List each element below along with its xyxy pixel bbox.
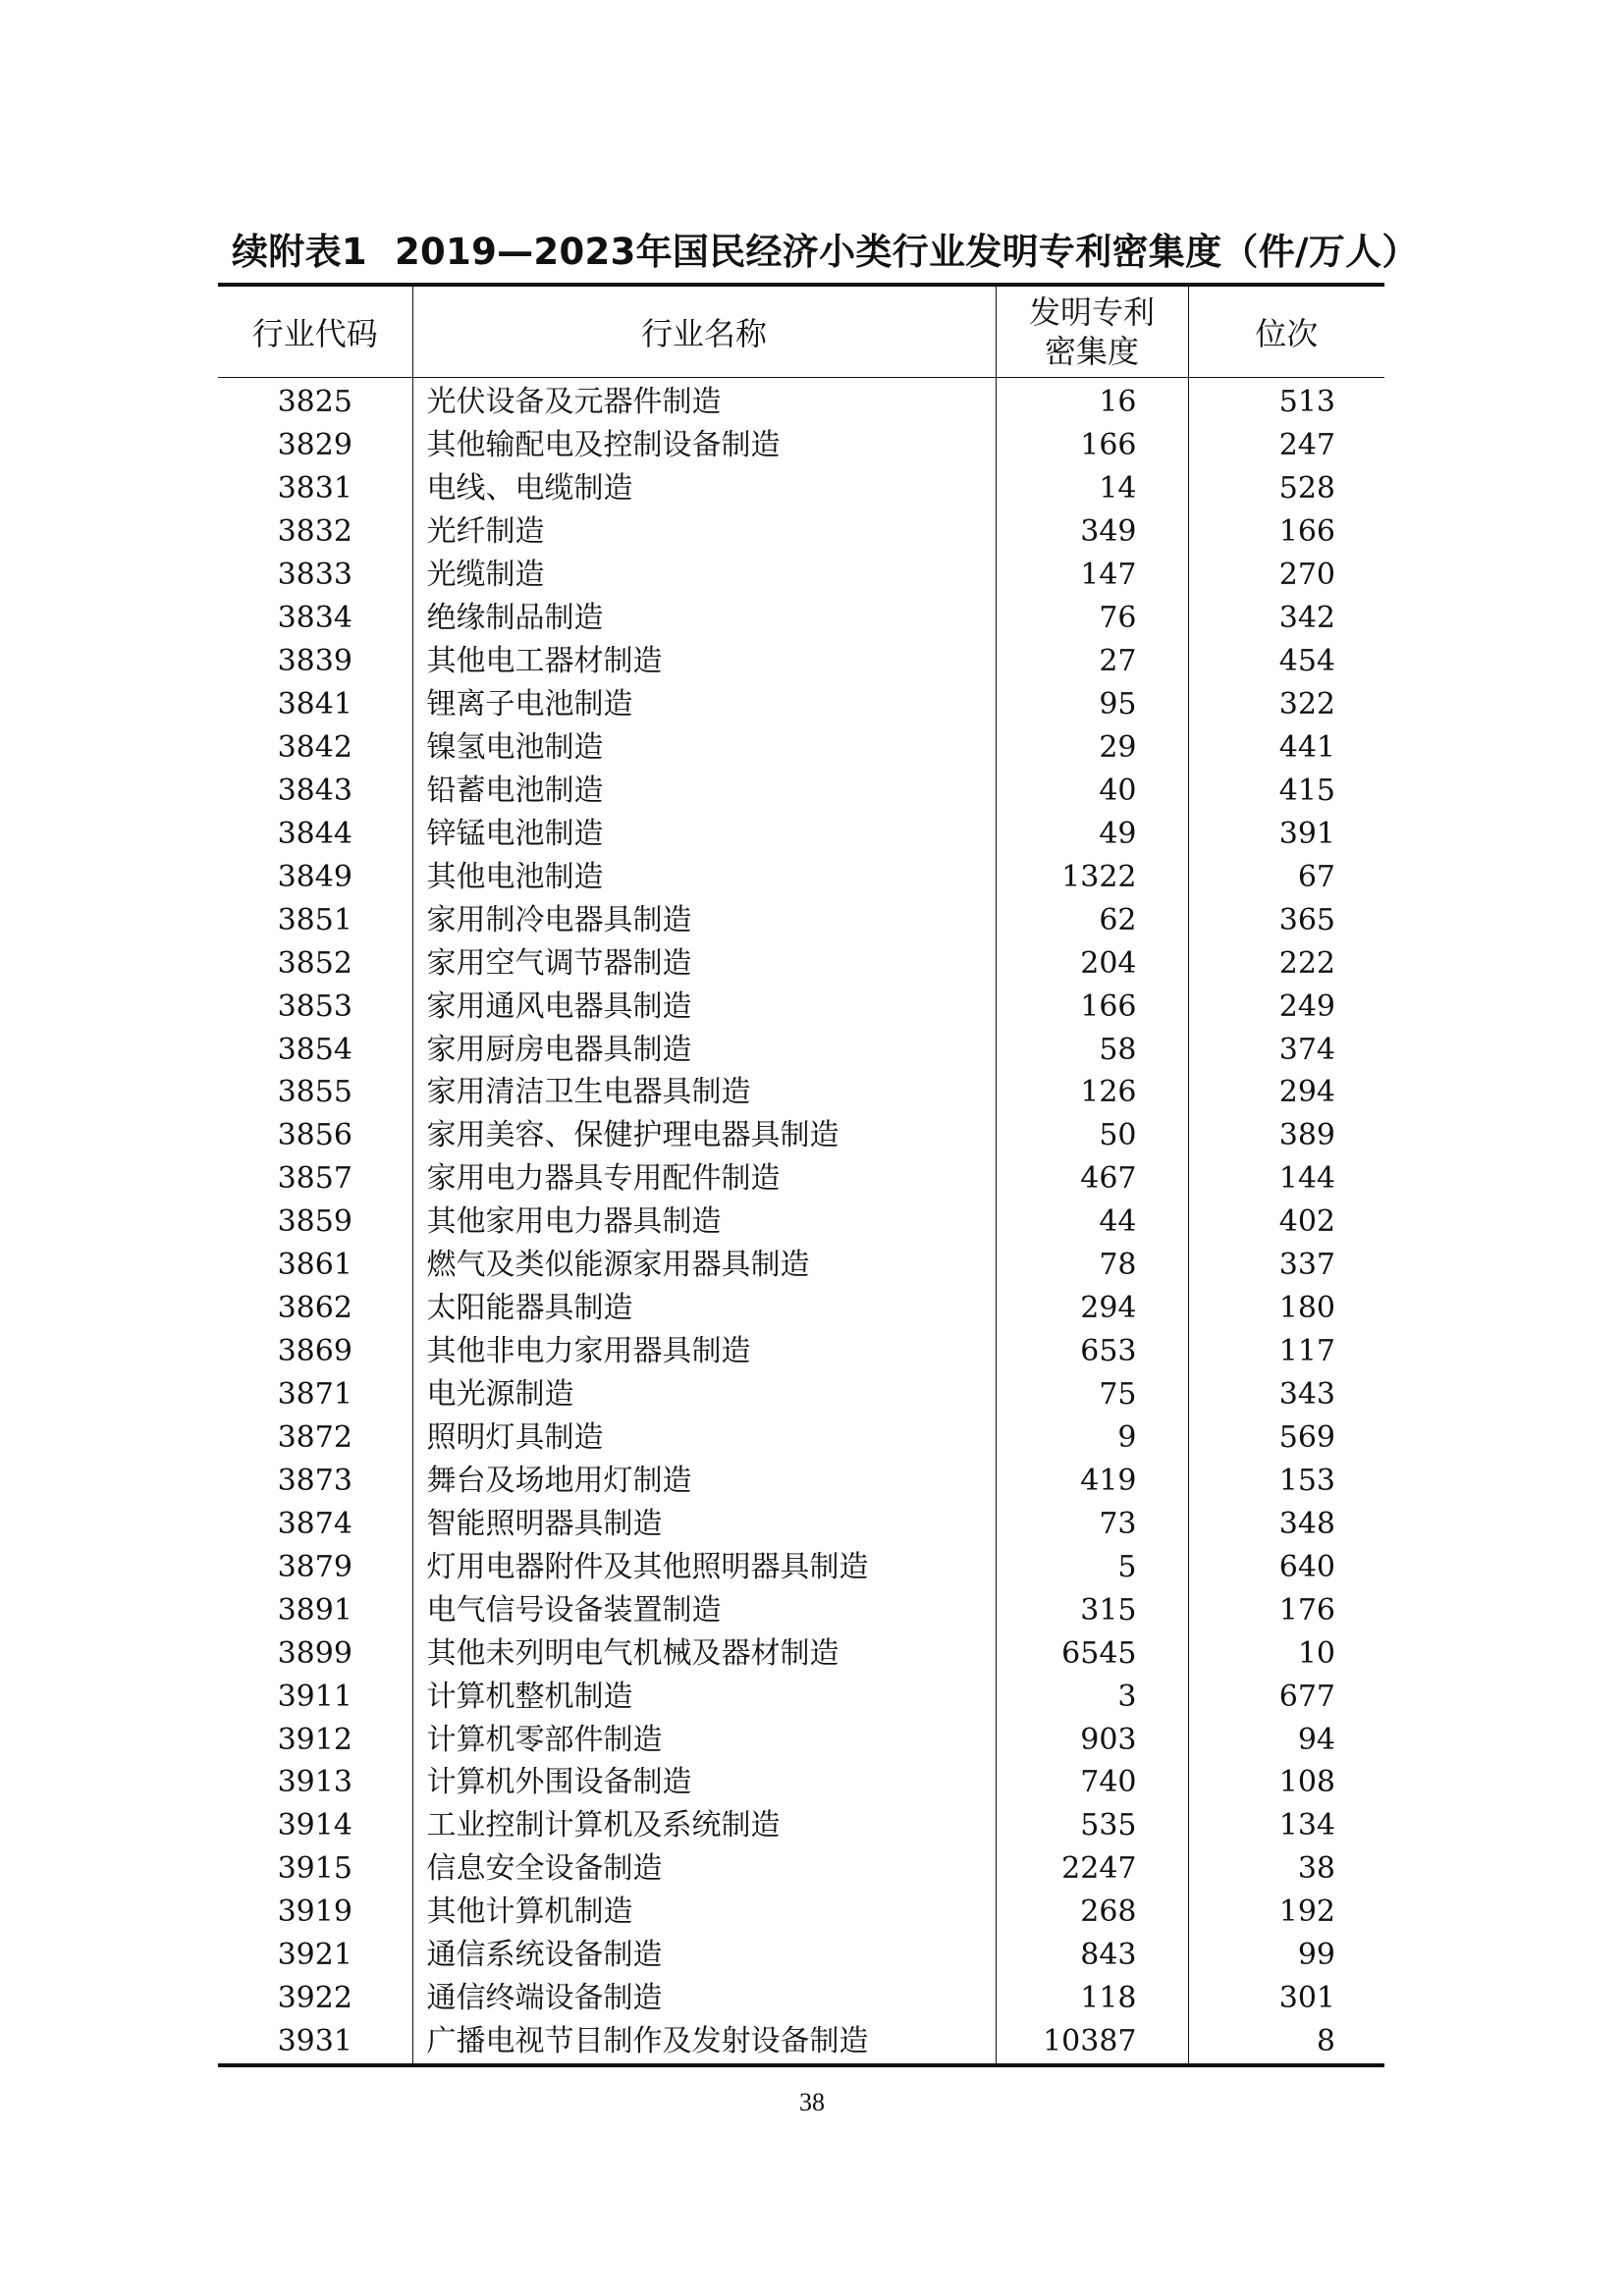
table-row (218, 1373, 1384, 1416)
rank-cell: 441 (1188, 726, 1384, 770)
industry-code-cell: 3871 (277, 1377, 352, 1413)
industry-name-cell: 计算机整机制造 (412, 1675, 996, 1718)
rank-cell: 108 (1188, 1761, 1384, 1804)
patent-density-cell: 9 (996, 1416, 1188, 1460)
rank-cell: 270 (1188, 554, 1384, 597)
table-row (218, 424, 1384, 467)
header-industry-name: 行业名称 (412, 285, 996, 378)
patent-density-cell: 294 (996, 1287, 1188, 1330)
industry-name-cell: 光缆制造 (412, 554, 996, 597)
industry-name-cell: 灯用电器附件及其他照明器具制造 (412, 1545, 996, 1588)
industry-name-cell: 家用通风电器具制造 (412, 985, 996, 1028)
rank-cell: 180 (1188, 1287, 1384, 1330)
industry-name-cell: 家用电力器具专用配件制造 (412, 1157, 996, 1201)
industry-code-cell: 3911 (277, 1679, 352, 1714)
patent-density-cell: 1322 (996, 855, 1188, 898)
table-row (218, 1631, 1384, 1675)
patent-density-cell: 419 (996, 1459, 1188, 1502)
table-title-text: 2019—2023年国民经济小类行业发明专利密集度（件/万人） (394, 231, 1419, 273)
rank-cell: 144 (1188, 1157, 1384, 1201)
rank-cell: 528 (1188, 467, 1384, 510)
rank-cell: 10 (1188, 1631, 1384, 1675)
industry-name-cell: 计算机外围设备制造 (412, 1761, 996, 1804)
industry-code-cell: 3912 (277, 1722, 352, 1757)
table-title-label: 续附表1 (232, 231, 367, 273)
patent-density-cell: 843 (996, 1934, 1188, 1977)
patent-density-cell: 204 (996, 941, 1188, 985)
rank-cell: 677 (1188, 1675, 1384, 1718)
industry-code-cell: 3891 (277, 1592, 352, 1628)
patent-density-cell: 40 (996, 769, 1188, 812)
industry-name-cell: 信息安全设备制造 (412, 1847, 996, 1891)
rank-cell: 569 (1188, 1416, 1384, 1460)
table-row (218, 1157, 1384, 1201)
rank-cell: 294 (1188, 1071, 1384, 1114)
table-row (218, 1675, 1384, 1718)
page-number: 38 (799, 2088, 825, 2116)
table-row (218, 1934, 1384, 1977)
industry-code-cell: 3834 (277, 601, 352, 636)
patent-density-cell: 6545 (996, 1631, 1188, 1675)
rank-cell: 342 (1188, 597, 1384, 640)
table-row (218, 726, 1384, 770)
table-row (218, 1459, 1384, 1502)
industry-code-cell: 3854 (277, 1032, 352, 1067)
industry-code-cell: 3825 (277, 385, 352, 420)
industry-code-cell: 3872 (277, 1419, 352, 1455)
patent-density-cell: 349 (996, 510, 1188, 554)
table-row (218, 1804, 1384, 1847)
table-row (218, 510, 1384, 554)
patent-density-cell: 467 (996, 1157, 1188, 1201)
industry-code-cell: 3849 (277, 859, 352, 894)
table-row (218, 1718, 1384, 1761)
patent-density-table-container (218, 283, 1384, 2067)
industry-name-cell: 家用制冷电器具制造 (412, 898, 996, 941)
rank-cell: 192 (1188, 1891, 1384, 1934)
patent-density-cell: 740 (996, 1761, 1188, 1804)
industry-code-cell: 3831 (277, 471, 352, 507)
industry-code-cell: 3842 (277, 729, 352, 765)
industry-code-cell: 3833 (277, 558, 352, 593)
table-row (218, 1891, 1384, 1934)
industry-name-cell: 太阳能器具制造 (412, 1287, 996, 1330)
patent-density-cell: 315 (996, 1588, 1188, 1631)
table-row (218, 1545, 1384, 1588)
rank-cell: 176 (1188, 1588, 1384, 1631)
rank-cell: 454 (1188, 640, 1384, 683)
table-title (232, 228, 1419, 277)
rank-cell: 249 (1188, 985, 1384, 1028)
patent-density-cell: 268 (996, 1891, 1188, 1934)
table-row (218, 1201, 1384, 1244)
industry-code-cell: 3921 (277, 1938, 352, 1973)
industry-code-cell: 3913 (277, 1765, 352, 1800)
industry-code-cell: 3922 (277, 1981, 352, 2016)
industry-name-cell: 绝缘制品制造 (412, 597, 996, 640)
table-row (218, 1330, 1384, 1373)
patent-density-cell: 147 (996, 554, 1188, 597)
table-header (218, 285, 1384, 378)
industry-code-cell: 3844 (277, 816, 352, 851)
patent-density-cell: 27 (996, 640, 1188, 683)
industry-name-cell: 电光源制造 (412, 1373, 996, 1416)
rank-cell: 391 (1188, 812, 1384, 855)
table-row (218, 1588, 1384, 1631)
rank-cell: 8 (1188, 2020, 1384, 2065)
industry-name-cell: 镍氢电池制造 (412, 726, 996, 770)
industry-name-cell: 其他家用电力器具制造 (412, 1201, 996, 1244)
industry-code-cell: 3839 (277, 644, 352, 679)
table-row (218, 1416, 1384, 1460)
industry-name-cell: 家用空气调节器制造 (412, 941, 996, 985)
industry-name-cell: 智能照明器具制造 (412, 1502, 996, 1545)
rank-cell: 389 (1188, 1114, 1384, 1157)
industry-code-cell: 3859 (277, 1204, 352, 1240)
rank-cell: 322 (1188, 683, 1384, 726)
industry-code-cell: 3841 (277, 687, 352, 722)
industry-name-cell: 锌锰电池制造 (412, 812, 996, 855)
industry-name-cell: 舞台及场地用灯制造 (412, 1459, 996, 1502)
industry-name-cell: 家用厨房电器具制造 (412, 1028, 996, 1071)
header-row (218, 285, 1384, 378)
patent-density-cell: 76 (996, 597, 1188, 640)
rank-cell: 94 (1188, 1718, 1384, 1761)
table-row (218, 467, 1384, 510)
rank-cell: 348 (1188, 1502, 1384, 1545)
table-row (218, 1114, 1384, 1157)
rank-cell: 343 (1188, 1373, 1384, 1416)
industry-name-cell: 通信终端设备制造 (412, 1977, 996, 2020)
industry-name-cell: 电线、电缆制造 (412, 467, 996, 510)
patent-density-cell: 166 (996, 985, 1188, 1028)
table-row (218, 1847, 1384, 1891)
industry-name-cell: 工业控制计算机及系统制造 (412, 1804, 996, 1847)
rank-cell: 337 (1188, 1244, 1384, 1287)
table-row (218, 378, 1384, 424)
header-industry-code: 行业代码 (218, 285, 412, 378)
patent-density-table (218, 283, 1384, 2067)
rank-cell: 222 (1188, 941, 1384, 985)
industry-name-cell: 光纤制造 (412, 510, 996, 554)
industry-name-cell: 其他电工器材制造 (412, 640, 996, 683)
industry-name-cell: 其他非电力家用器具制造 (412, 1330, 996, 1373)
rank-cell: 166 (1188, 510, 1384, 554)
industry-name-cell: 燃气及类似能源家用器具制造 (412, 1244, 996, 1287)
industry-code-cell: 3914 (277, 1808, 352, 1843)
industry-name-cell: 家用清洁卫生电器具制造 (412, 1071, 996, 1114)
rank-cell: 117 (1188, 1330, 1384, 1373)
rank-cell: 153 (1188, 1459, 1384, 1502)
patent-density-cell: 5 (996, 1545, 1188, 1588)
table-row (218, 683, 1384, 726)
industry-name-cell: 照明灯具制造 (412, 1416, 996, 1460)
patent-density-cell: 535 (996, 1804, 1188, 1847)
industry-code-cell: 3855 (277, 1075, 352, 1110)
rank-cell: 513 (1188, 378, 1384, 424)
table-row (218, 812, 1384, 855)
table-row (218, 1071, 1384, 1114)
industry-code-cell: 3915 (277, 1851, 352, 1887)
industry-code-cell: 3931 (277, 2024, 352, 2059)
industry-code-cell: 3861 (277, 1248, 352, 1283)
patent-density-cell: 16 (996, 378, 1188, 424)
patent-density-cell: 73 (996, 1502, 1188, 1545)
industry-code-cell: 3851 (277, 902, 352, 937)
industry-code-cell: 3874 (277, 1506, 352, 1541)
patent-density-cell: 2247 (996, 1847, 1188, 1891)
rank-cell: 134 (1188, 1804, 1384, 1847)
industry-code-cell: 3862 (277, 1291, 352, 1326)
industry-code-cell: 3853 (277, 988, 352, 1024)
industry-name-cell: 广播电视节目制作及发射设备制造 (412, 2020, 996, 2065)
rank-cell: 640 (1188, 1545, 1384, 1588)
patent-density-cell: 44 (996, 1201, 1188, 1244)
industry-name-cell: 光伏设备及元器件制造 (412, 378, 996, 424)
rank-cell: 301 (1188, 1977, 1384, 2020)
patent-density-cell: 118 (996, 1977, 1188, 2020)
industry-name-cell: 其他未列明电气机械及器材制造 (412, 1631, 996, 1675)
table-row (218, 1028, 1384, 1071)
patent-density-cell: 10387 (996, 2020, 1188, 2065)
patent-density-cell: 78 (996, 1244, 1188, 1287)
table-row (218, 554, 1384, 597)
patent-density-cell: 29 (996, 726, 1188, 770)
rank-cell: 402 (1188, 1201, 1384, 1244)
industry-code-cell: 3869 (277, 1334, 352, 1369)
table-row (218, 597, 1384, 640)
table-row (218, 1287, 1384, 1330)
industry-name-cell: 锂离子电池制造 (412, 683, 996, 726)
industry-name-cell: 电气信号设备装置制造 (412, 1588, 996, 1631)
patent-density-cell: 14 (996, 467, 1188, 510)
industry-name-cell: 家用美容、保健护理电器具制造 (412, 1114, 996, 1157)
industry-code-cell: 3843 (277, 773, 352, 808)
patent-density-cell: 3 (996, 1675, 1188, 1718)
industry-code-cell: 3919 (277, 1895, 352, 1930)
industry-name-cell: 其他计算机制造 (412, 1891, 996, 1934)
industry-code-cell: 3879 (277, 1549, 352, 1584)
patent-density-cell: 62 (996, 898, 1188, 941)
patent-density-cell: 95 (996, 683, 1188, 726)
table-row (218, 769, 1384, 812)
table-row (218, 1502, 1384, 1545)
patent-density-cell: 126 (996, 1071, 1188, 1114)
rank-cell: 365 (1188, 898, 1384, 941)
table-row (218, 855, 1384, 898)
industry-code-cell: 3829 (277, 428, 352, 463)
table-row (218, 2020, 1384, 2065)
rank-cell: 415 (1188, 769, 1384, 812)
header-patent-density-line2: 密集度 (1044, 333, 1139, 370)
industry-code-cell: 3832 (277, 514, 352, 550)
industry-code-cell: 3857 (277, 1161, 352, 1197)
patent-density-cell: 50 (996, 1114, 1188, 1157)
industry-code-cell: 3899 (277, 1635, 352, 1671)
industry-name-cell: 其他电池制造 (412, 855, 996, 898)
patent-density-cell: 58 (996, 1028, 1188, 1071)
patent-density-cell: 166 (996, 424, 1188, 467)
industry-name-cell: 铅蓄电池制造 (412, 769, 996, 812)
patent-density-cell: 903 (996, 1718, 1188, 1761)
header-rank: 位次 (1188, 285, 1384, 378)
header-patent-density-line1: 发明专利 (1028, 294, 1155, 331)
rank-cell: 67 (1188, 855, 1384, 898)
table-row (218, 941, 1384, 985)
rank-cell: 99 (1188, 1934, 1384, 1977)
rank-cell: 374 (1188, 1028, 1384, 1071)
patent-density-cell: 653 (996, 1330, 1188, 1373)
table-row (218, 640, 1384, 683)
table-body (218, 378, 1384, 2065)
rank-cell: 247 (1188, 424, 1384, 467)
table-row (218, 985, 1384, 1028)
table-row (218, 1761, 1384, 1804)
table-row (218, 898, 1384, 941)
industry-name-cell: 其他输配电及控制设备制造 (412, 424, 996, 467)
table-row (218, 1977, 1384, 2020)
patent-density-cell: 49 (996, 812, 1188, 855)
industry-code-cell: 3873 (277, 1463, 352, 1498)
industry-code-cell: 3852 (277, 945, 352, 981)
rank-cell: 38 (1188, 1847, 1384, 1891)
industry-name-cell: 计算机零部件制造 (412, 1718, 996, 1761)
table-row (218, 1244, 1384, 1287)
industry-code-cell: 3856 (277, 1118, 352, 1153)
industry-name-cell: 通信系统设备制造 (412, 1934, 996, 1977)
header-patent-density (996, 285, 1188, 378)
patent-density-cell: 75 (996, 1373, 1188, 1416)
